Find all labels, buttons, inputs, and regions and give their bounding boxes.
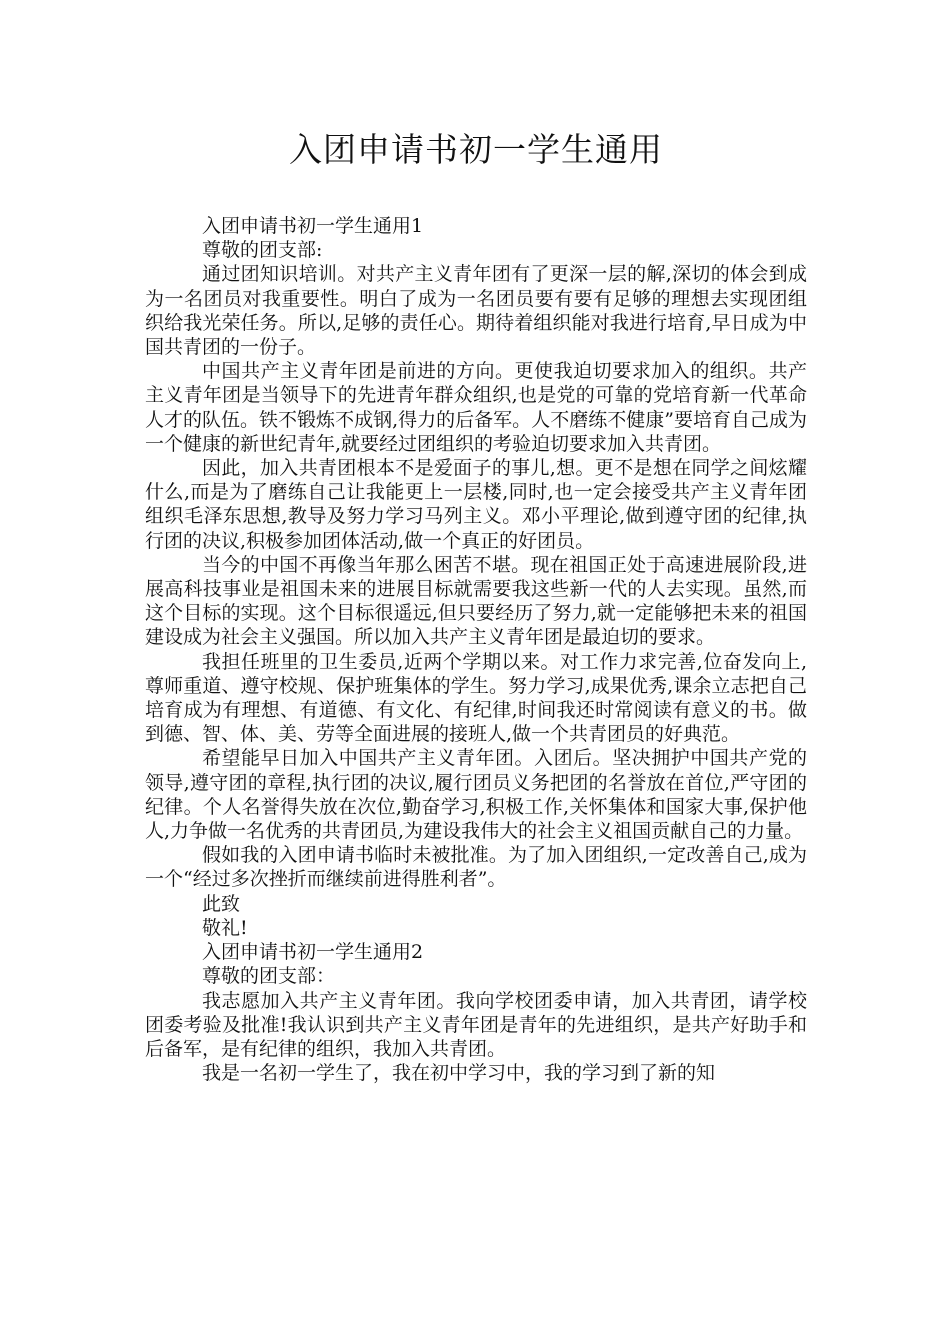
paragraph: 当今的中国不再像当年那么困苦不堪。现在祖国正处于高速进展阶段,进展高科技事业是祖国未来的进展目标就需要我这些新一代的人去实现。虽然,而这个目标的实现。这个目标很遥远,但只要经历了努力,就一定能够把未来的祖国建设成为社会主义强国。所以加入共产主义青年团是最迫切的要求。: [145, 553, 807, 649]
paragraph: 希望能早日加入中国共产主义青年团。入团后。坚决拥护中国共产党的领导,遵守团的章程,执行团的决议,履行团员义务把团的名誉放在首位,严守团的纪律。个人名誉得失放在次位,勤奋学习,积极工作,关怀集体和国家大事,保护他人,力争做一名优秀的共青团员,为建设我伟大的社会主义祖国贡献自己的力量。: [145, 747, 807, 843]
paragraph: 因此，加入共青团根本不是爱面子的事儿,想。更不是想在同学之间炫耀什么,而是为了磨练自己让我能更上一层楼,同时,也一定会接受共产主义青年团组织毛泽东思想,教导及努力学习马列主义。邓小平理论,做到遵守团的纪律,执行团的决议,积极参加团体活动,做一个真正的好团员。: [145, 457, 807, 552]
closing-salute: 敬礼!: [202, 916, 248, 939]
paragraph: 中国共产主义青年团是前进的方向。更使我迫切要求加入的组织。共产主义青年团是当领导下的先进青年群众组织,也是党的可靠的党培育新一代革命人才的队伍。铁不锻炼不成钢,得力的后备军。人不磨练不健康”要培育自己成为一个健康的新世纪青年,就要经过团组织的考验迫切要求加入共青团。: [145, 360, 807, 455]
closing-line: 此致: [202, 892, 241, 915]
document-title: 入团申请书初一学生通用: [289, 130, 663, 169]
paragraph: 我是一名初一学生了，我在初中学习中，我的学习到了新的知: [202, 1062, 716, 1085]
document-body: [145, 214, 807, 1085]
paragraph: 假如我的入团申请书临时未被批准。为了加入团组织,一定改善自己,成为一个“经过多次挫折而继续前进得胜利者”。: [145, 844, 807, 891]
paragraph: 通过团知识培训。对共产主义青年团有了更深一层的解,深切的体会到成为一名团员对我重要性。明白了成为一名团员要有要有足够的理想去实现团组织给我光荣任务。所以,足够的责任心。期待着组织能对我进行培育,早日成为中国共青团的一份子。: [145, 263, 807, 359]
salutation-2: 尊敬的团支部：: [202, 965, 336, 988]
document-page: [145, 124, 807, 1085]
salutation-1: 尊敬的团支部:: [202, 239, 323, 262]
section-heading-1: 入团申请书初一学生通用1: [202, 215, 424, 237]
paragraph: 我志愿加入共产主义青年团。我向学校团委申请，加入共青团，请学校团委考验及批准!我认识到共产主义青年团是青年的先进组织，是共产好助手和后备军，是有纪律的组织，我加入共青团。: [145, 989, 807, 1060]
paragraph: 我担任班里的卫生委员,近两个学期以来。对工作力求完善,位奋发向上,尊师重道、遵守校规、保护班集体的学生。努力学习,成果优秀,课余立志把自己培育成为有理想、有道德、有文化、有纪律,时间我还时常阅读有意义的书。做到德、智、体、美、劳等全面进展的接班人,做一个共青团员的好典范。: [145, 650, 807, 746]
section-heading-2: 入团申请书初一学生通用2: [202, 941, 424, 964]
